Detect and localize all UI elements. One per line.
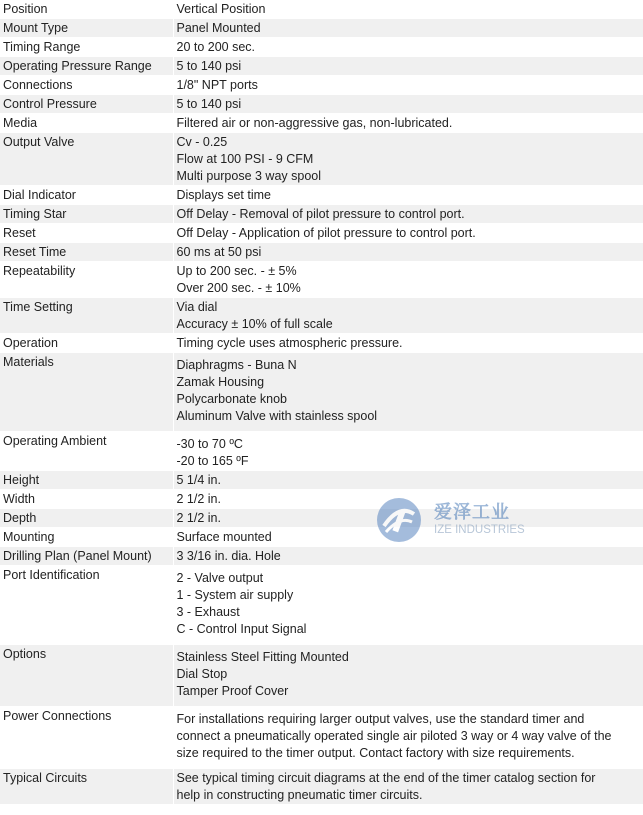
spec-value-line: Tamper Proof Cover [176,684,289,698]
spec-value-line: connect a pneumatically operated single air piloted 3 way or 4 way valve of the [176,729,612,743]
spec-value-line: Polycarbonate knob [176,392,287,406]
spec-row [0,95,643,114]
spec-label: Materials [0,353,173,432]
spec-value-line: Zamak Housing [176,375,265,389]
spec-row [0,490,643,509]
spec-value [173,95,643,114]
spec-label: Timing Star [0,205,173,224]
spec-row [0,298,643,334]
spec-label: Typical Circuits [0,769,173,805]
spec-value-line: 5 to 140 psi [176,97,242,111]
spec-value [173,566,643,645]
spec-label: Repeatability [0,262,173,298]
spec-value [173,19,643,38]
spec-row [0,353,643,432]
spec-label: Media [0,114,173,133]
spec-label: Time Setting [0,298,173,334]
spec-value-line: Via dial [176,300,218,314]
watermark-cn-text: 爱泽工业 [434,502,510,523]
spec-value-line: 20 to 200 sec. [176,40,256,54]
spec-row [0,205,643,224]
spec-value [173,509,643,528]
spec-label: Power Connections [0,707,173,769]
spec-value [173,645,643,707]
spec-label: Timing Range [0,38,173,57]
spec-value-line: Aluminum Valve with stainless spool [176,409,378,423]
spec-value-line: 1 - System air supply [176,588,294,602]
spec-row [0,114,643,133]
spec-value-line: Off Delay - Removal of pilot pressure to control port. [176,207,465,221]
spec-value [173,547,643,566]
spec-label: Options [0,645,173,707]
spec-value-line: Over 200 sec. - ± 10% [176,281,301,295]
spec-label: Height [0,471,173,490]
spec-value [173,57,643,76]
spec-row [0,769,643,805]
spec-value-line: Filtered air or non-aggressive gas, non-lubricated. [176,116,453,130]
spec-label: Operation [0,334,173,353]
spec-value [173,76,643,95]
spec-label: Control Pressure [0,95,173,114]
spec-row [0,224,643,243]
spec-label: Port Identification [0,566,173,645]
spec-row [0,76,643,95]
spec-value [173,224,643,243]
spec-label: Position [0,0,173,19]
spec-value-line: 2 1/2 in. [176,511,221,525]
spec-value-line: Cv - 0.25 [176,135,228,149]
spec-value-line: Accuracy ± 10% of full scale [176,317,333,331]
spec-row [0,38,643,57]
spec-label: Connections [0,76,173,95]
spec-value-line: Displays set time [176,188,271,202]
spec-value-line: 2 - Valve output [176,571,264,585]
spec-row [0,262,643,298]
spec-value [173,133,643,186]
spec-label: Mount Type [0,19,173,38]
spec-value [173,769,643,805]
spec-label: Output Valve [0,133,173,186]
spec-label: Mounting [0,528,173,547]
spec-row [0,57,643,76]
watermark-en-text: IZE INDUSTRIES [434,524,525,536]
spec-value-line: 60 ms at 50 psi [176,245,262,259]
spec-label: Width [0,490,173,509]
spec-value-line: 5 to 140 psi [176,59,242,73]
spec-value [173,490,643,509]
spec-value [173,262,643,298]
spec-value [173,38,643,57]
spec-row [0,471,643,490]
spec-value [173,114,643,133]
spec-value-line: -20 to 165 ºF [176,454,249,468]
spec-value-line: Diaphragms - Buna N [176,358,297,372]
spec-value-line: Off Delay - Application of pilot pressure to control port. [176,226,476,240]
spec-value-line: 3 3/16 in. dia. Hole [176,549,281,563]
spec-value-line: Multi purpose 3 way spool [176,169,322,183]
spec-label: Reset Time [0,243,173,262]
spec-label: Operating Pressure Range [0,57,173,76]
spec-value [173,334,643,353]
spec-row [0,432,643,471]
spec-row [0,566,643,645]
spec-row [0,334,643,353]
spec-value [173,471,643,490]
spec-row [0,0,643,19]
spec-value-line: help in constructing pneumatic timer circuits. [176,788,423,802]
spec-row [0,528,643,547]
spec-row [0,547,643,566]
spec-value [173,298,643,334]
spec-row [0,645,643,707]
spec-value-line: 2 1/2 in. [176,492,221,506]
spec-value [173,707,643,769]
spec-label: Drilling Plan (Panel Mount) [0,547,173,566]
spec-value-line: Dial Stop [176,667,228,681]
spec-value-line: Vertical Position [176,2,266,16]
spec-value-line: Surface mounted [176,530,272,544]
spec-value-line: For installations requiring larger output valves, use the standard timer and [176,712,585,726]
spec-value [173,528,643,547]
spec-value [173,432,643,471]
spec-label: Dial Indicator [0,186,173,205]
spec-row [0,19,643,38]
spec-value-line: 1/8" NPT ports [176,78,258,92]
spec-label: Depth [0,509,173,528]
spec-row [0,243,643,262]
spec-row [0,707,643,769]
spec-value [173,353,643,432]
spec-value-line: size required to the timer output. Contact factory with size requirements. [176,746,575,760]
spec-value [173,186,643,205]
spec-value [173,0,643,19]
spec-label: Reset [0,224,173,243]
spec-value-line: Up to 200 sec. - ± 5% [176,264,297,278]
spec-row [0,133,643,186]
spec-value-line: Stainless Steel Fitting Mounted [176,650,349,664]
spec-value-line: -30 to 70 ºC [176,437,243,451]
spec-value [173,205,643,224]
spec-row [0,186,643,205]
spec-value-line: Flow at 100 PSI - 9 CFM [176,152,314,166]
spec-value-line: Timing cycle uses atmospheric pressure. [176,336,403,350]
spec-value-line: Panel Mounted [176,21,261,35]
spec-value-line: C - Control Input Signal [176,622,307,636]
spec-value [173,243,643,262]
spec-value-line: 5 1/4 in. [176,473,221,487]
spec-value-line: See typical timing circuit diagrams at the end of the timer catalog section for [176,771,596,785]
spec-value-line: 3 - Exhaust [176,605,240,619]
spec-label: Operating Ambient [0,432,173,471]
spec-row [0,509,643,528]
